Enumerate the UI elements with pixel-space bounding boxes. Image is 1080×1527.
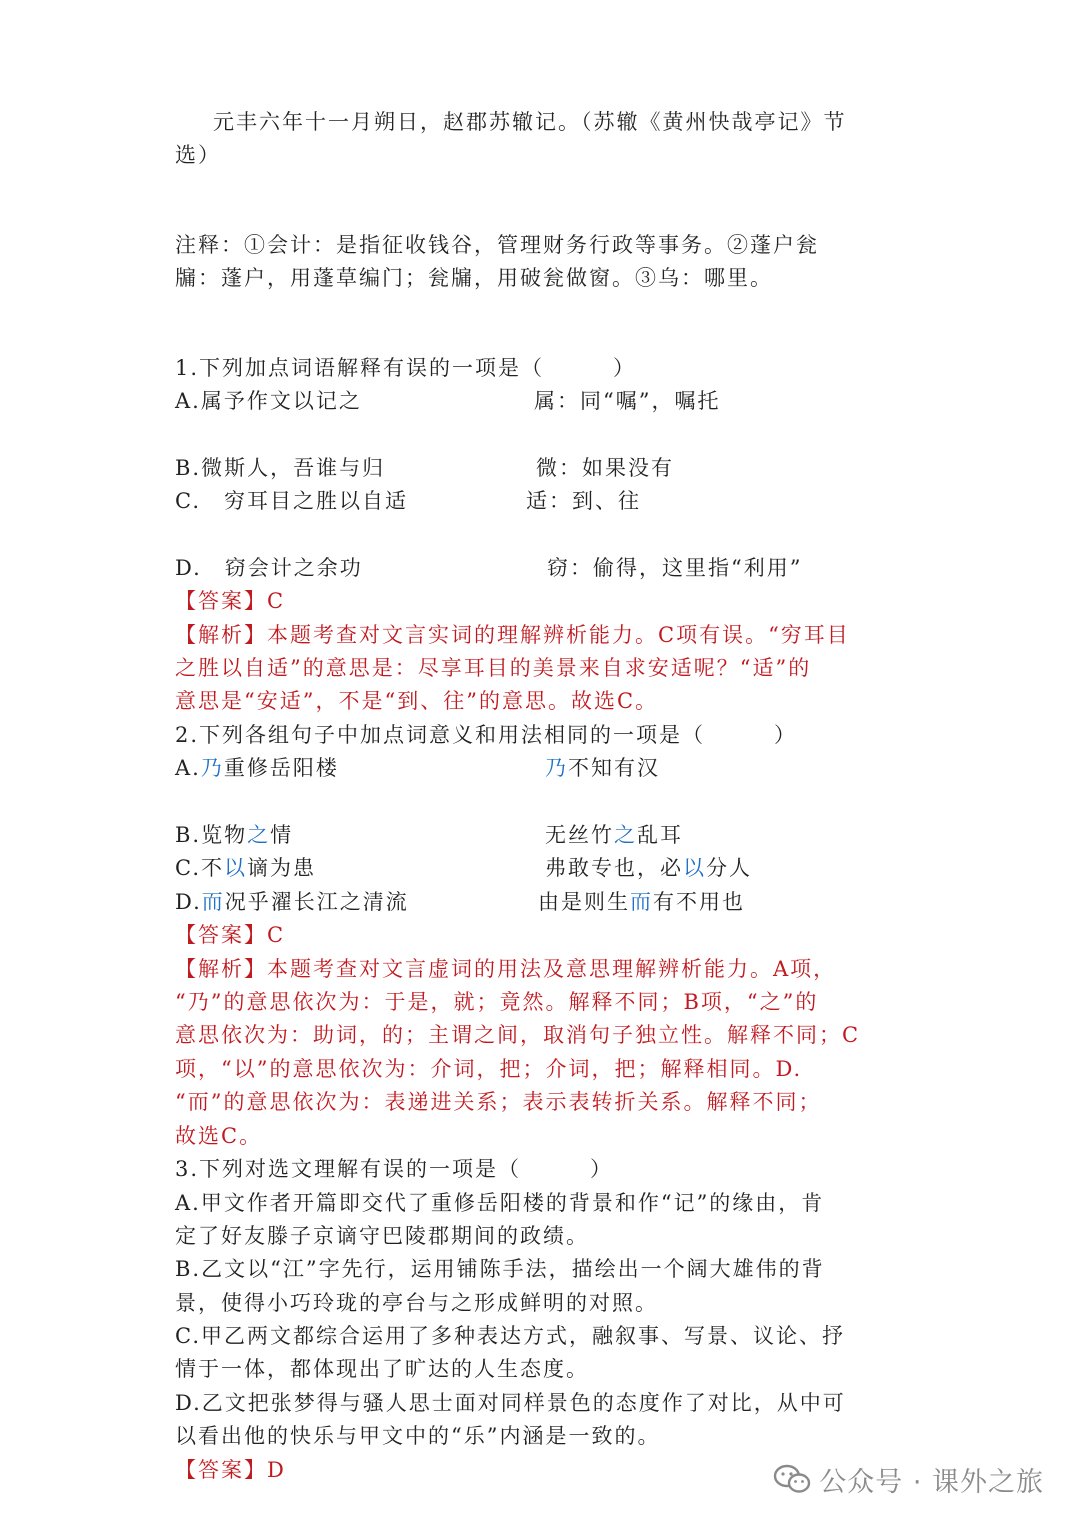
dotted-word: 以 [224,856,247,880]
q2-option-a [175,752,910,785]
option-right [545,752,660,785]
text-segment: D. [175,890,202,914]
text-segment: A. [175,756,201,780]
option-right [538,886,745,919]
text-segment: 分人 [706,856,752,880]
q1-option-a [175,385,910,418]
option-sentence: C. 穷耳目之胜以自适 [175,489,408,513]
text-segment: 况乎濯长江之清流 [224,890,409,914]
option-explanation: 微：如果没有 [536,456,674,480]
q2-analysis-line: 项，“以”的意思依次为：介词，把；介词，把；解释相同。D. [175,1057,803,1081]
text-segment: 不知有汉 [568,756,660,780]
q2-option-b [175,819,910,852]
q3-line: 定了好友滕子京谪守巴陵郡期间的政绩。 [175,1224,589,1248]
dotted-word: 以 [683,856,706,880]
q3-answer: 【答案】D [175,1458,286,1482]
q3-line: C.甲乙两文都综合运用了多种表达方式，融叙事、写景、议论、抒 [175,1324,845,1348]
q1-option-c [175,485,910,518]
text-segment: 重修岳阳楼 [223,756,339,780]
option-left [175,890,409,914]
text-segment: 谪为患 [247,856,316,880]
text-segment: 由是则生 [538,890,630,914]
q1-answer: 【答案】C [175,589,286,613]
q3-line: A.甲文作者开篇即交代了重修岳阳楼的背景和作“记”的缘由，肯 [175,1191,825,1215]
q2-analysis-line: 意思依次为：助词，的；主谓之间，取消句子独立性。解释不同；C [175,1023,861,1047]
dotted-word: 乃 [545,756,568,780]
notes-line: 牖：蓬户，用蓬草编门；瓮牖，用破瓮做窗。③乌：哪里。 [175,266,773,290]
q1-analysis-line: 【解析】本题考查对文言实词的理解辨析能力。C项有误。“穷耳目 [175,623,850,647]
option-right [545,852,752,885]
watermark-text: 公众号 · 课外之旅 [819,1466,1044,1498]
dotted-word: 而 [201,890,225,914]
q1-stem: 1.下列加点词语解释有误的一项是（ ） [175,356,637,380]
q2-option-c [175,852,910,885]
option-left [175,856,316,880]
wechat-icon [773,1464,811,1494]
q2-option-d [175,886,910,919]
q3-line: D.乙文把张梦得与骚人思士面对同样景色的态度作了对比，从中可 [175,1391,846,1415]
q1-analysis-line: 意思是“安适”，不是“到、往”的意思。故选C。 [175,689,659,713]
option-right [545,819,683,852]
passage-line: 元丰六年十一月朔日，赵郡苏辙记。（苏辙《黄州快哉亭记》节 [213,110,847,134]
dotted-word: 而 [630,890,653,914]
text-segment: 弗敢专也，必 [545,856,683,880]
text-segment: 无丝竹 [545,823,614,847]
q3-line: 以看出他的快乐与甲文中的“乐”内涵是一致的。 [175,1424,661,1448]
option-sentence: B.微斯人，吾谁与归 [175,456,386,480]
dotted-word: 之 [247,823,271,847]
q2-analysis-line: “而”的意思依次为：表递进关系；表示表转折关系。解释不同； [175,1090,822,1114]
q3-line: B.乙文以“江”字先行，运用铺陈手法，描绘出一个阔大雄伟的背 [175,1257,825,1281]
text-segment: 情 [270,823,294,847]
option-explanation: 窃：偷得，这里指“利用” [547,556,803,580]
text-segment: 乱耳 [637,823,683,847]
option-left [175,823,293,847]
dotted-word: 乃 [200,756,224,780]
q1-analysis-line: 之胜以自适”的意思是：尽享耳目的美景来自求安适呢？“适”的 [175,656,812,680]
q2-analysis-line: 故选C。 [175,1124,263,1148]
passage-line: 选） [175,143,221,167]
option-explanation: 属：同“嘱”，嘱托 [534,389,721,413]
q1-option-b [175,452,910,485]
option-explanation: 适：到、往 [526,489,641,513]
q3-stem: 3.下列对选文理解有误的一项是（ ） [175,1157,614,1181]
q2-answer: 【答案】C [175,923,286,947]
option-sentence: A.属予作文以记之 [175,389,362,413]
text-segment: C.不 [175,856,224,880]
q2-stem: 2.下列各组句子中加点词意义和用法相同的一项是（ ） [175,723,798,747]
text-segment: 有不用也 [653,890,745,914]
q2-analysis-line: “乃”的意思依次为：于是，就；竟然。解释不同；B项，“之”的 [175,990,819,1014]
q3-line: 情于一体，都体现出了旷达的人生态度。 [175,1357,589,1381]
q1-option-d [175,552,910,585]
text-segment: B.览物 [175,823,248,847]
option-left [175,756,339,780]
q3-line: 景，使得小巧玲珑的亭台与之形成鲜明的对照。 [175,1291,658,1315]
notes-line: 注释：①会计：是指征收钱谷，管理财务行政等事务。②蓬户瓮 [175,233,819,257]
option-sentence: D. 窃会计之余功 [175,556,363,580]
q2-analysis-line: 【解析】本题考查对文言虚词的用法及意思理解辨析能力。A项， [175,957,837,981]
watermark [773,1459,1044,1499]
dotted-word: 之 [614,823,637,847]
